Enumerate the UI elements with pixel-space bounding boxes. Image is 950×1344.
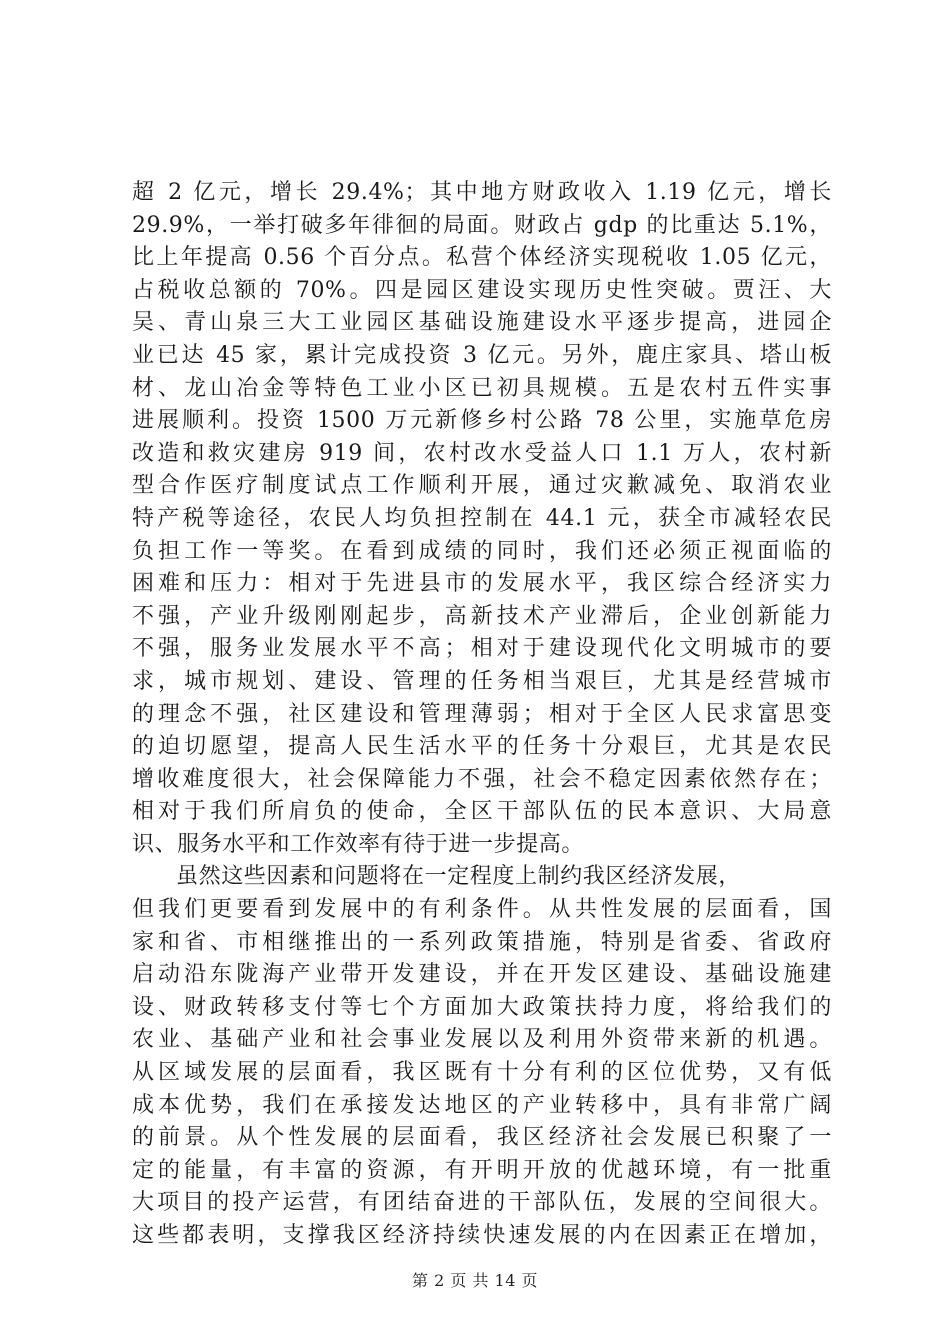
text-line: 特产税等途径，农民人均负担控制在 44.1 元，获全市减轻农民 <box>132 505 832 531</box>
text-line: 型合作医疗制度试点工作顺利开展，通过灾歉减免、取消农业 <box>132 473 832 499</box>
text-line: 的理念不强，社区建设和管理薄弱；相对于全区人民求富思变 <box>132 701 832 727</box>
text-line: 设、财政转移支付等七个方面加大政策扶持力度，将给我们的 <box>132 994 832 1020</box>
text-line: 吴、青山泉三大工业园区基础设施建设水平逐步提高，进园企 <box>132 310 832 336</box>
text-line: 的迫切愿望，提高人民生活水平的任务十分艰巨，尤其是农民 <box>132 734 832 760</box>
text-line: 识、服务水平和工作效率有待于进一步提高。 <box>132 831 585 857</box>
text-line: 的前景。从个性发展的层面看，我区经济社会发展已积聚了一 <box>132 1125 832 1151</box>
text-line: 相对于我们所肩负的使命，全区干部队伍的民本意识、大局意 <box>132 799 832 825</box>
text-line: 比上年提高 0.56 个百分点。私营个体经济实现税收 1.05 亿元， <box>132 245 832 271</box>
text-line: 负担工作一等奖。在看到成绩的同时，我们还必须正视面临的 <box>132 538 832 564</box>
text-line: 这些都表明，支撑我区经济持续快速发展的内在因素正在增加， <box>132 1223 832 1248</box>
text-line: 业已达 45 家，累计完成投资 3 亿元。另外，鹿庄家具、塔山板 <box>132 342 832 368</box>
text-line: 定的能量，有丰富的资源，有开明开放的优越环境，有一批重 <box>132 1157 832 1183</box>
text-line: 改造和救灾建房 919 间，农村改水受益人口 1.1 万人，农村新 <box>132 440 832 466</box>
text-line: 29.9%，一举打破多年徘徊的局面。财政占 gdp 的比重达 5.1%， <box>132 212 832 238</box>
text-line: 超 2 亿元，增长 29.4%；其中地方财政收入 1.19 亿元，增长 <box>132 180 832 205</box>
text-line: 成本优势，我们在承接发达地区的产业转移中，具有非常广阔 <box>132 1092 832 1118</box>
text-line: 不强，服务业发展水平不高；相对于建设现代化文明城市的要 <box>132 636 832 662</box>
text-line: 但我们更要看到发展中的有利条件。从共性发展的层面看，国 <box>132 897 832 923</box>
text-line: 进展顺利。投资 1500 万元新修乡村公路 78 公里，实施草危房 <box>132 408 832 434</box>
text-line: 材、龙山冶金等特色工业小区已初具规模。五是农村五件实事 <box>132 375 832 401</box>
text-line: 不强，产业升级刚刚起步，高新技术产业滞后，企业创新能力 <box>132 603 832 629</box>
text-line: 困难和压力：相对于先进县市的发展水平，我区综合经济实力 <box>132 571 832 597</box>
text-line: 占税收总额的 70%。四是园区建设实现历史性突破。贾汪、大 <box>132 277 832 303</box>
text-line: 农业、基础产业和社会事业发展以及利用外资带来新的机遇。 <box>132 1027 832 1053</box>
text-line: 求，城市规划、建设、管理的任务相当艰巨，尤其是经营城市 <box>132 668 832 694</box>
document-body <box>132 177 832 1253</box>
text-line: 大项目的投产运营，有团结奋进的干部队伍，发展的空间很大。 <box>132 1190 832 1216</box>
text-line: 启动沿东陇海产业带开发建设，并在开发区建设、基础设施建 <box>132 962 832 988</box>
page-number-footer: 第 2 页 共 14 页 <box>412 1271 538 1290</box>
text-line: 家和省、市相继推出的一系列政策措施，特别是省委、省政府 <box>132 929 832 955</box>
paragraph-first-line: 虽然这些因素和问题将在一定程度上制约我区经济发展， <box>176 864 742 890</box>
text-line: 增收难度很大，社会保障能力不强，社会不稳定因素依然存在； <box>132 766 832 792</box>
text-line: 从区域发展的层面看，我区既有十分有利的区位优势，又有低 <box>132 1060 832 1086</box>
